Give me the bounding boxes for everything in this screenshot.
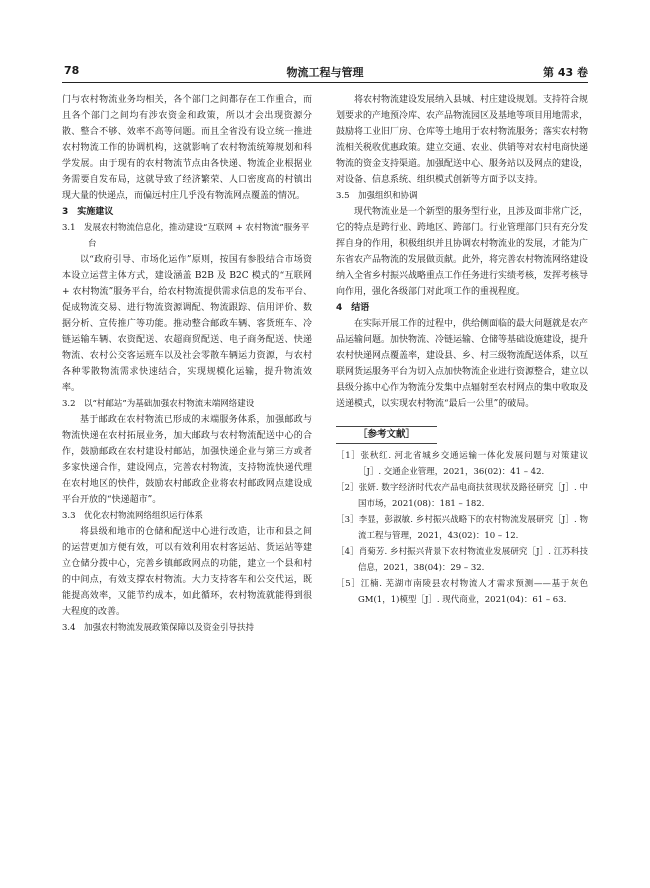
section-heading-3: 3 实施建议 xyxy=(62,207,114,217)
references-heading xyxy=(336,426,588,444)
reference-item: ［2］张妍. 数字经济时代农产品电商扶贫现状及路径研究［J］. 中国市场，2021(08)：181 – 182. xyxy=(336,483,588,509)
paragraph-3-1: 以“政府引导、市场化运作”原则，按国有参股结合市场资本设立运营主体方式，建设涵盖 B2B 及 B2C 模式的“互联网 + 农村物流”服务平台，给农村物流提供需求信息的发布平台、促成物流交易、进行物流资源调配、物流跟踪、信用评价、数据分析、宣传推广等功能。推动整合邮政车辆、客货班车、冷链运输车辆、农资配送、农超商贸配送、电子商务配送、快递物流、农村公交客运班车以及社会零散车辆运力资源，与农村各种零散物流需求快速结合，实现规模化运输，提升物流效率。 xyxy=(62,255,312,393)
reference-item: ［1］张秋红. 河北省城乡交通运输一体化发展问题与对策建议［J］. 交通企业管理，2021，36(02)：41 – 42. xyxy=(336,451,588,477)
paragraph-3-2: 基于邮政在农村物流已形成的末端服务体系，加强邮政与物流快递在农村拓展业务，加大邮政与农村物流配送中心的合作，鼓励邮政在农村建设村邮站，加强快递企业与第三方或者多家快递合作，建设网点，完善农村物流，支持物流快递代理在农村地区的快件，鼓励农村邮政企业将农村邮政网点建设成平台开放的“快递超市”。 xyxy=(62,415,312,505)
subsection-heading-3-5: 3.5 加强组织和协调 xyxy=(336,191,418,201)
journal-name: 物流工程与管理 xyxy=(286,66,364,79)
right-column xyxy=(336,92,588,608)
volume-label: 第 43 卷 xyxy=(543,66,588,79)
left-column xyxy=(62,92,312,636)
subsection-heading-3-1: 3.1 发展农村物流信息化，推动建设“互联网 + 农村物流”服务平台 xyxy=(62,223,310,249)
paragraph-3-5: 现代物流业是一个新型的服务型行业，且涉及面非常广泛，它的特点是跨行业、跨地区、跨部门。行业管理部门只有充分发挥自身的作用，积极组织并且协调农村物流业的发展，才能为广东省农产品物流的发展做贡献。此外，将完善农村物流网络建设纳入全省乡村振兴战略重点工作任务进行实绩考核，发挥考核导向作用，强化各级部门对此项工作的重视程度。 xyxy=(336,207,589,297)
page-number: 78 xyxy=(64,64,80,77)
running-header xyxy=(62,62,588,80)
references-title: ［参考文献］ xyxy=(336,426,437,444)
reference-item: ［5］江楠. 芜湖市南陵县农村物流人才需求预测——基于灰色 GM(1，1)模型［J］. 现代商业，2021(04)：61 – 63. xyxy=(336,579,588,605)
paragraph-3-4: 将农村物流建设发展纳入县城、村庄建设规划。支持符合规划要求的产地预冷库、农产品物流园区及基地等项目用地需求，鼓励将工业旧厂房、仓库等土地用于农村物流服务；落实农村物流相关税收优惠政策。建立交通、农业、供销等对农村电商快递物流的资金支持渠道。加强配送中心、服务站以及网点的建设，对设备、信息系统、组织模式创新等方面予以支持。 xyxy=(336,95,589,185)
subsection-heading-3-4: 3.4 加强农村物流发展政策保障以及资金引导扶持 xyxy=(62,623,255,633)
paragraph-continued: 门与农村物流业务均相关，各个部门之间都存在工作重合，而且各个部门之间均有涉农资金和政策，所以才会出现资源分散、整合不够、效率不高等问题。而且全省没有设立统一推进农村物流工作的协调机构，这就影响了农村物流统筹规划和科学发展。由于现有的农村物流节点由各快递、物流企业根据业务需要自发布局，这就导致了经济繁荣、人口密度高的村镇出现大量的快递点，而偏远村庄几乎没有物流网点覆盖的情况。 xyxy=(62,95,312,201)
paragraph-4: 在实际开展工作的过程中，供给侧面临的最大问题就是农产品运输问题。加快物流、冷链运输、仓储等基础设施建设，提升农村快递网点覆盖率，建设县、乡、村三级物流配送体系，以互联网货运服务平台为切入点加快物流企业进行资源整合，建立以县级分拣中心作为物流分发集中点辐射至农村网点的集中收取及送递模式，以实现农村物流“最后一公里”的破局。 xyxy=(336,319,589,409)
subsection-heading-3-2: 3.2 以“村邮站”为基础加强农村物流末端网络建设 xyxy=(62,399,255,409)
header-rule xyxy=(62,82,588,83)
paragraph-3-3: 将县级和地市的仓储和配送中心进行改造，让市和县之间的运营更加方便有效，可以有效利用农村客运站、货运站等建立仓储分拨中心，完善乡镇邮政网点的功能，建立一个县和村的中间点，有效支撑农村物流。大力支持客车和公交代运，既能提高效率，又能节约成本，如此循环，农村物流就能得到很大程度的改善。 xyxy=(62,527,312,617)
reference-item: ［4］肖菊芳. 乡村振兴背景下农村物流业发展研究［J］. 江苏科技信息，2021，38(04)：29 – 32. xyxy=(336,547,588,573)
reference-list xyxy=(336,448,588,608)
reference-item: ［3］李显，彭淑敏. 乡村振兴战略下的农村物流发展研究［J］. 物流工程与管理，2021，43(02)：10 – 12. xyxy=(336,515,588,541)
subsection-heading-3-3: 3.3 优化农村物流网络组织运行体系 xyxy=(62,511,204,521)
section-heading-4: 4 结语 xyxy=(336,303,370,313)
